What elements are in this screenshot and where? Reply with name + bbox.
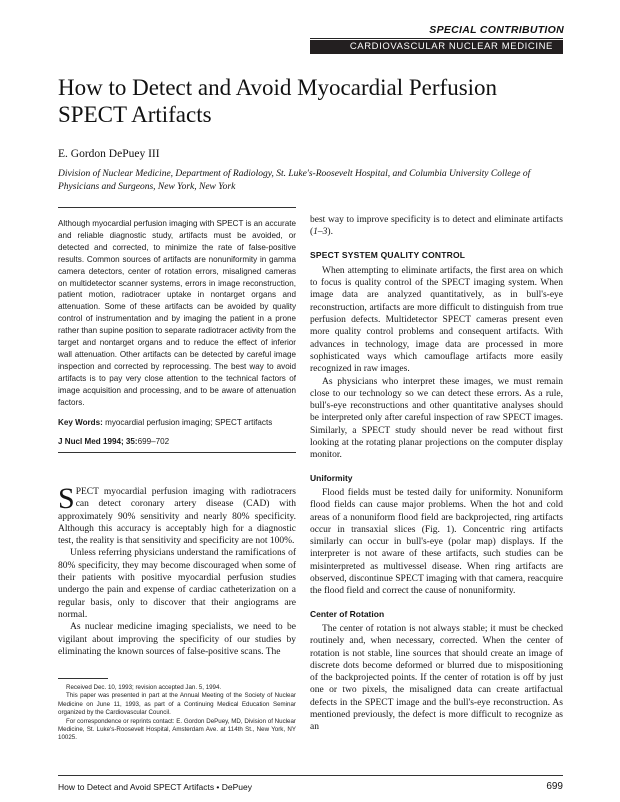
abstract-divider bbox=[58, 207, 296, 208]
header-rule bbox=[310, 38, 563, 39]
body-paragraph: As physicians who interpret these images, we must remain close to our technology so we can detect these errors. As a rule, bull's-eye reconstructions and other quantitative analyses should be interpreted only after careful inspection of raw SPECT images. Similarly, a SPECT study should never be read without first looking at the rotating planar projections on the computer display monitor. bbox=[310, 376, 563, 461]
subsection-heading-uniformity: Uniformity bbox=[310, 472, 353, 483]
body-paragraph: As nuclear medicine imaging specialists, we need to be vigilant about improving the specificity of our studies by eliminating the known sources of false-positive scans. The bbox=[58, 622, 296, 657]
reference-link[interactable]: 1–3 bbox=[313, 227, 328, 238]
footnote-correspondence: For correspondence or reprints contact: E. Gordon DePuey, MD, Division of Nuclear Medicine, St. Luke's-Roosevelt Hospital, Amsterdam Ave. at 114th St., New York, NY 10025. bbox=[58, 717, 296, 742]
affiliation: Division of Nuclear Medicine, Department of Radiology, St. Luke's-Roosevelt Hospital, and Columbia University College of Physicians and Surgeons, New York, New York bbox=[58, 169, 531, 192]
body-paragraph: Flood fields must be tested daily for uniformity. Nonuniform flood fields can cause major problems. When the hot and cold areas of a nonuniform flood field are backprojected, ring artifacts occur in transaxial slices (Fig. 1). Concentric ring artifacts similarly can occur in bull's-eye (polar map) displays. If the interpreter is not aware of these artifacts, such studies can be misinterpreted as multivessel disease. When ring artifacts are observed, discontinue SPECT imaging with that camera, reacquire the flood field and correct the cause of nonuniformity. bbox=[310, 487, 563, 597]
citation bbox=[58, 436, 296, 448]
subsection-bar: CARDIOVASCULAR NUCLEAR MEDICINE bbox=[310, 40, 563, 54]
body-paragraph: Unless referring physicians understand the ramifications of 80% specificity, they may become discouraged when some of their patients with positive myocardial perfusion studies undergo the pain and expense of cardiac catheterization on a regular basis, only to discover that their angiograms are normal. bbox=[58, 548, 296, 620]
intro-continuation-text: best way to improve specificity is to detect and eliminate artifacts ( bbox=[310, 215, 563, 238]
subsection-heading-center-of-rotation: Center of Rotation bbox=[310, 608, 385, 619]
footer-rule bbox=[58, 775, 563, 776]
article-title: How to Detect and Avoid Myocardial Perfusion SPECT Artifacts bbox=[58, 75, 498, 127]
right-body bbox=[310, 214, 563, 734]
intro-text: PECT myocardial perfusion imaging with radiotracers can detect coronary artery disease (CAD) with approximately 90% sensitivity and nearly 80% specificity. Although this accuracy is acceptably high for a diagnostic test, the reality is that sensitivity and specificity are not 100%. bbox=[58, 487, 296, 547]
footnote-received: Received Dec. 10, 1993; revision accepted Jan. 5, 1994. bbox=[66, 684, 222, 691]
section-heading-quality-control: SPECT SYSTEM QUALITY CONTROL bbox=[310, 249, 466, 260]
body-paragraph: The center of rotation is not always stable; it must be checked routinely and, when necessary, corrected. When the center of rotation is not stable, line sources that should create an image of discrete dots become deformed or blurred due to mispositioning of the backprojected points. If the center of rotation is off by just one or two pixels, the misaligned data can create artifactual defects in the SPECT image and the bull's-eye reconstruction. As mentioned previously, the defect is more difficult to recognize as an bbox=[310, 623, 563, 733]
abstract-bottom-rule bbox=[58, 452, 296, 453]
intro-paragraph bbox=[58, 482, 296, 547]
keywords bbox=[58, 417, 296, 429]
citation-journal: J Nucl Med 1994; 35: bbox=[58, 437, 138, 447]
author: E. Gordon DePuey III bbox=[58, 148, 160, 160]
footnotes bbox=[58, 678, 296, 743]
section-label: SPECIAL CONTRIBUTION bbox=[429, 24, 564, 36]
intro-continuation bbox=[310, 214, 563, 239]
footnote-presented: This paper was presented in part at the Annual Meeting of the Society of Nuclear Medicine on June 11, 1993, as part of a Continuing Medical Education Seminar organized by the Cardiovascular Council. bbox=[58, 692, 296, 717]
citation-pages: 699–702 bbox=[137, 437, 170, 447]
footnote-rule bbox=[58, 678, 108, 679]
intro-continuation-end: ). bbox=[327, 227, 333, 238]
drop-cap: S bbox=[58, 482, 75, 515]
keywords-label: Key Words: bbox=[58, 417, 103, 427]
abstract bbox=[58, 218, 296, 453]
left-body bbox=[58, 482, 296, 658]
abstract-text: Although myocardial perfusion imaging with SPECT is an accurate and reliable diagnostic study, artifacts must be avoided, or detected and corrected, to minimize the rate of false-positive results. Common sources of artifacts are nonuniformity in gamma camera detectors, center of rotation errors, misaligned cameras on multidetector scanner systems, errors in image reconstruction, patient motion, radiotracer uptake in nontarget organs and attenuation. Some of these artifacts can be avoided by quality control of instrumentation and by imaging the patient in a prone rather than supine position to separate radiotracer activity from the target and nontarget organs and to reduce the effect of inferior wall attenuation. Other artifacts can be detected by careful image inspection and corrected by reprocessing. The best way to avoid artifacts is to pay very close attention to the technical factors of image acquisition and processing, and to be aware of attenuation factors. bbox=[58, 219, 296, 407]
page-number: 699 bbox=[546, 781, 563, 792]
body-paragraph: When attempting to eliminate artifacts, the first area on which to focus is quality control of the SPECT imaging system. When image data are analyzed quantitatively, as in bull's-eye reconstruction, artifacts are more difficult to distinguish from true perfusion defects. Multidetector SPECT cameras present even more quality control problems and consequent artifacts. With advances in technology, image data are processed in more sophisticated ways which camouflage artifacts more easily recognized in raw images. bbox=[310, 265, 563, 375]
running-title: How to Detect and Avoid SPECT Artifacts • DePuey bbox=[58, 782, 253, 792]
keywords-value: myocardial perfusion imaging; SPECT artifacts bbox=[105, 417, 273, 427]
